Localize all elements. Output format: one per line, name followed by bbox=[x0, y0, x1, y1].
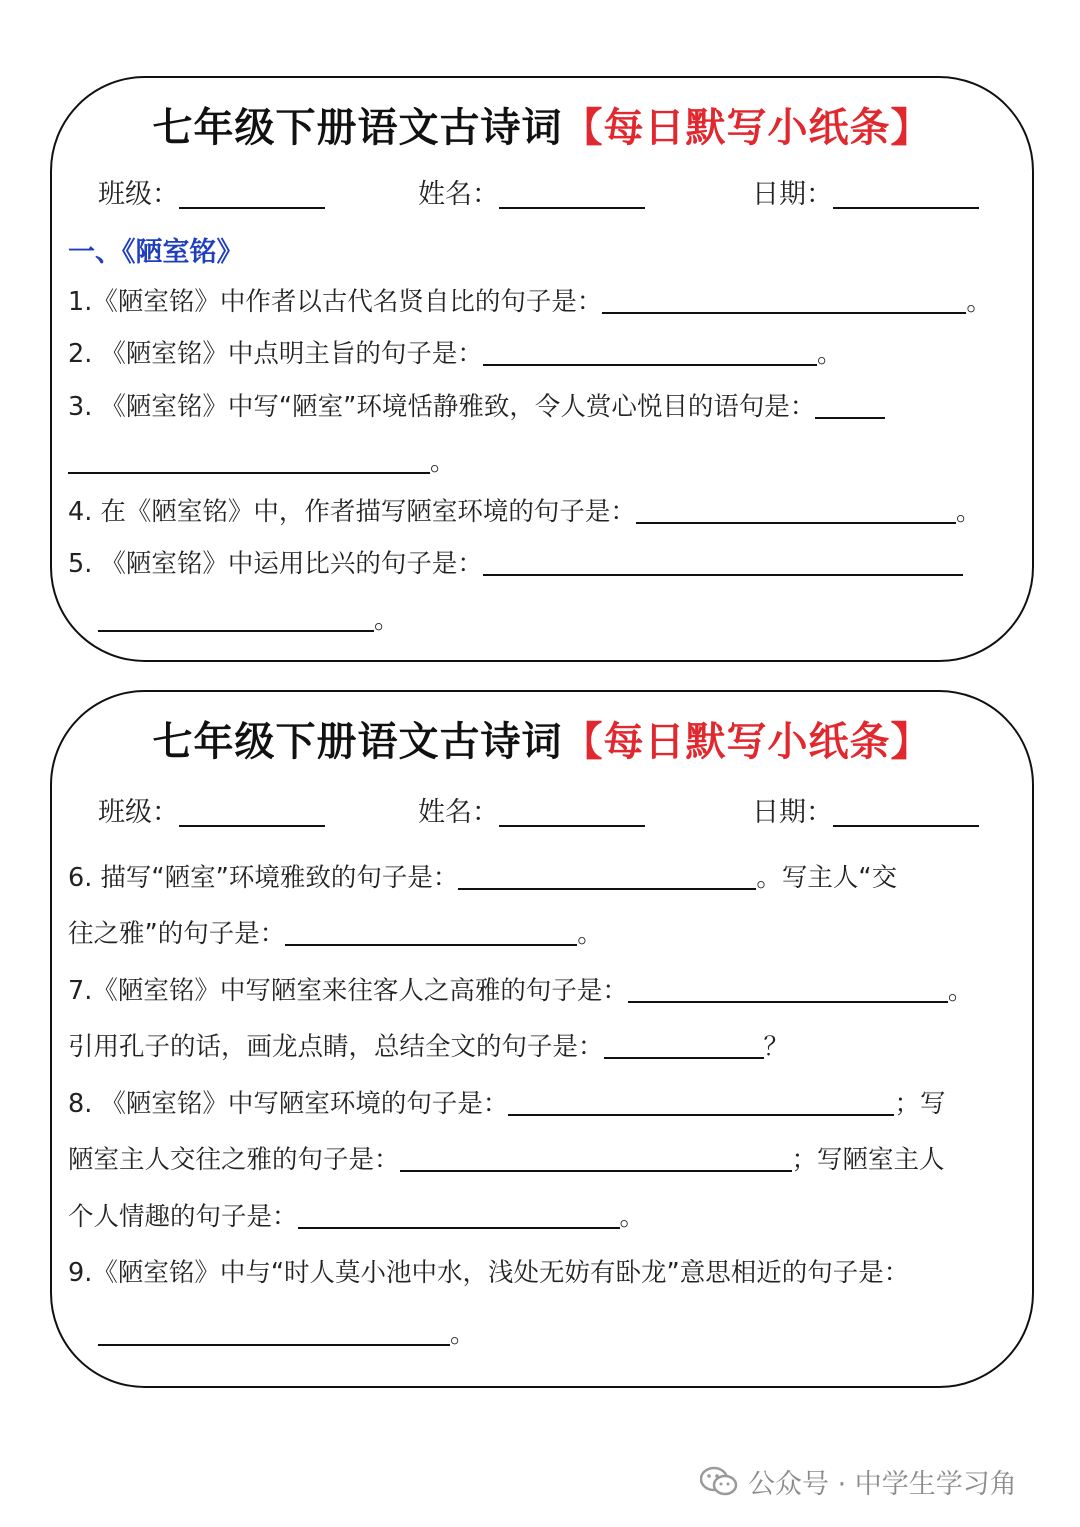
answer-blank[interactable] bbox=[604, 1029, 764, 1059]
punct: ？ bbox=[763, 1032, 790, 1062]
punct: 。 bbox=[816, 339, 843, 369]
question-3-continued bbox=[68, 444, 456, 480]
question-text: 。写主人“交 bbox=[756, 863, 898, 893]
question-4 bbox=[68, 494, 981, 530]
question-6 bbox=[68, 860, 897, 896]
question-8-continued-2 bbox=[68, 1199, 645, 1235]
name-label: 姓名： bbox=[418, 179, 499, 210]
question-text: 陋室主人交往之雅的句子是： bbox=[68, 1145, 400, 1175]
punct: 。 bbox=[955, 497, 982, 527]
answer-blank[interactable] bbox=[458, 860, 756, 890]
name-blank[interactable] bbox=[499, 177, 645, 209]
question-text: 个人情趣的句子是： bbox=[68, 1202, 298, 1232]
answer-blank[interactable] bbox=[815, 389, 885, 419]
card-1-title bbox=[52, 96, 1032, 153]
title-main: 七年级下册语文古诗词 bbox=[152, 719, 563, 765]
question-text: 3. 《陋室铭》中写“陋室”环境恬静雅致，令人赏心悦目的语句是： bbox=[68, 392, 816, 422]
date-field[interactable] bbox=[752, 172, 979, 211]
class-label: 班级： bbox=[98, 179, 179, 210]
answer-blank[interactable] bbox=[98, 602, 374, 632]
footer-watermark bbox=[700, 1462, 1017, 1501]
worksheet-card-1 bbox=[50, 76, 1034, 662]
question-text: 8. 《陋室铭》中写陋室环境的句子是： bbox=[68, 1089, 509, 1119]
class-field[interactable] bbox=[98, 790, 325, 829]
answer-blank[interactable] bbox=[298, 1199, 620, 1229]
question-text: 5. 《陋室铭》中运用比兴的句子是： bbox=[68, 549, 483, 579]
question-5-continued bbox=[98, 602, 400, 638]
question-text: 1.《陋室铭》中作者以古代名贤自比的句子是： bbox=[68, 287, 603, 317]
class-blank[interactable] bbox=[179, 177, 325, 209]
date-blank[interactable] bbox=[833, 177, 979, 209]
question-8 bbox=[68, 1086, 945, 1122]
name-field[interactable] bbox=[418, 790, 645, 829]
title-highlight: 【每日默写小纸条】 bbox=[562, 719, 932, 765]
card-2-title bbox=[52, 710, 1032, 767]
class-field[interactable] bbox=[98, 172, 325, 211]
answer-blank[interactable] bbox=[483, 336, 817, 366]
question-9 bbox=[68, 1255, 909, 1291]
question-text: ；写 bbox=[894, 1089, 946, 1119]
punct: 。 bbox=[374, 605, 400, 635]
worksheet-card-2 bbox=[50, 690, 1034, 1388]
answer-blank[interactable] bbox=[98, 1316, 450, 1346]
question-text: ；写陋室主人 bbox=[791, 1145, 945, 1175]
name-field[interactable] bbox=[418, 172, 645, 211]
question-7 bbox=[68, 973, 973, 1009]
wechat-icon bbox=[700, 1466, 738, 1498]
date-blank[interactable] bbox=[833, 795, 979, 827]
answer-blank[interactable] bbox=[636, 494, 956, 524]
punct: 。 bbox=[947, 976, 974, 1006]
title-main: 七年级下册语文古诗词 bbox=[152, 105, 563, 151]
punct: 。 bbox=[450, 1319, 476, 1349]
question-2 bbox=[68, 336, 842, 372]
question-text: 7.《陋室铭》中写陋室来往客人之高雅的句子是： bbox=[68, 976, 628, 1006]
title-highlight: 【每日默写小纸条】 bbox=[562, 105, 932, 151]
answer-blank[interactable] bbox=[400, 1142, 792, 1172]
question-3 bbox=[68, 389, 885, 425]
question-6-continued bbox=[68, 916, 603, 952]
answer-blank[interactable] bbox=[602, 284, 966, 314]
answer-blank[interactable] bbox=[285, 916, 577, 946]
question-text: 往之雅”的句子是： bbox=[68, 919, 286, 949]
question-9-continued bbox=[98, 1316, 476, 1352]
question-text: 9.《陋室铭》中与“时人莫小池中水，浅处无妨有卧龙”意思相近的句子是： bbox=[68, 1258, 910, 1288]
punct: 。 bbox=[619, 1202, 646, 1232]
punct: 。 bbox=[430, 447, 456, 477]
punct: 。 bbox=[966, 287, 992, 317]
question-text: 2. 《陋室铭》中点明主旨的句子是： bbox=[68, 339, 483, 369]
class-blank[interactable] bbox=[179, 795, 325, 827]
answer-blank[interactable] bbox=[68, 444, 430, 474]
answer-blank[interactable] bbox=[628, 973, 948, 1003]
date-field[interactable] bbox=[752, 790, 979, 829]
answer-blank[interactable] bbox=[508, 1086, 894, 1116]
punct: 。 bbox=[577, 919, 603, 949]
question-1 bbox=[68, 284, 992, 320]
class-label: 班级： bbox=[98, 797, 179, 828]
question-5 bbox=[68, 546, 963, 582]
question-7-continued bbox=[68, 1029, 789, 1065]
question-8-continued bbox=[68, 1142, 945, 1178]
question-text: 6. 描写“陋室”环境雅致的句子是： bbox=[68, 863, 459, 893]
name-label: 姓名： bbox=[418, 797, 499, 828]
date-label: 日期： bbox=[752, 179, 833, 210]
question-text: 引用孔子的话，画龙点睛，总结全文的句子是： bbox=[68, 1032, 604, 1062]
footer-text: 公众号 · 中学生学习角 bbox=[748, 1469, 1017, 1500]
answer-blank[interactable] bbox=[483, 546, 963, 576]
question-text: 4. 在《陋室铭》中，作者描写陋室环境的句子是： bbox=[68, 497, 636, 527]
name-blank[interactable] bbox=[499, 795, 645, 827]
date-label: 日期： bbox=[752, 797, 833, 828]
section-heading: 一、《陋室铭》 bbox=[68, 237, 244, 268]
